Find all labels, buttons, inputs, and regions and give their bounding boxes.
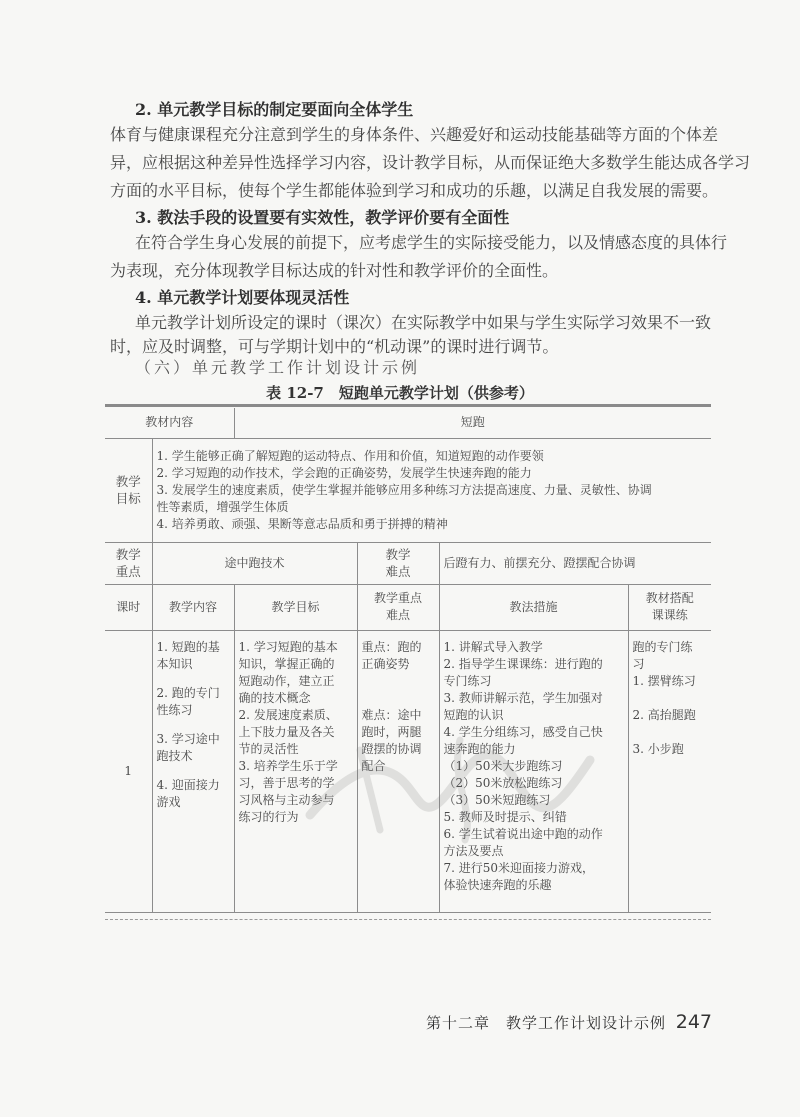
content-line: 2. 跑的专门 (156, 685, 220, 700)
header-drills-cell (628, 584, 711, 630)
header-drills: 教材搭配课课练 (645, 591, 694, 622)
section-2-heading: 2. 单元教学目标的制定要面向全体学生 (135, 100, 414, 119)
goal-item: 1. 学生能够正确了解短跑的运动特点、作用和价值，知道短跑的动作要领 (156, 448, 544, 463)
goal-line: 1. 学习短跑的基本 (238, 639, 338, 654)
section-3-line-2: 为表现，充分体现教学目标达成的针对性和教学评价的全面性。 (110, 261, 559, 280)
goal-item: 4. 培养勇敢、顽强、果断等意志品质和勇于拼搏的精神 (156, 516, 448, 531)
table-top-rule (105, 404, 711, 407)
method-line: 4. 学生分组练习，感受自己快 (443, 724, 603, 739)
methods-cell (439, 630, 628, 912)
unit-plan-table (105, 408, 711, 913)
header-keypoints: 教学重点难点 (374, 591, 423, 622)
content-line: 跑技术 (156, 748, 193, 763)
method-line: （3）50米短跑练习 (443, 792, 551, 807)
section-4-line-1: 单元教学计划所设定的课时（课次）在实际教学中如果与学生实际学习效果不一致 (135, 313, 712, 332)
page-footer (426, 1011, 712, 1033)
key-value: 途中跑技术 (224, 555, 285, 570)
goal-line: 上下肢力量及各关 (238, 724, 335, 739)
method-line: 方法及要点 (443, 843, 504, 858)
difficulty-line: 蹬摆的协调 (361, 741, 422, 756)
header-content: 教学内容 (152, 584, 234, 630)
section-4-heading: 4. 单元教学计划要体现灵活性 (135, 288, 350, 307)
content-value: 短跑 (460, 415, 485, 430)
keypoint-cell (357, 630, 439, 912)
goal-line: 知识，掌握正确的 (238, 656, 335, 671)
key-label: 教学重点 (115, 547, 141, 579)
content-label: 教材内容 (145, 415, 194, 430)
key-label-cell (105, 542, 152, 584)
diff-label-cell (357, 542, 439, 584)
drill-item: 3. 小步跑 (632, 741, 684, 756)
goal-line: 练习的行为 (238, 809, 299, 824)
section-2-line-1: 体育与健康课程充分注意到学生的身体条件、兴趣爱好和运动技能基础等方面的个体差 (110, 125, 719, 144)
drills-intro-line: 习 (632, 656, 645, 671)
goal-item: 3. 发展学生的速度素质，使学生掌握并能够应用多种练习方法提高速度、力量、灵敏性、协调 (156, 482, 652, 497)
goal-item: 2. 学习短跑的动作技术，学会跑的正确姿势，发展学生快速奔跑的能力 (156, 465, 532, 480)
method-line: 1. 讲解式导入教学 (443, 639, 543, 654)
subsection-heading: （六）单元教学工作计划设计示例 (135, 358, 421, 377)
table-caption: 表 12-7 短跑单元教学计划（供参考） (266, 384, 534, 402)
content-line: 性练习 (156, 702, 193, 717)
content-value-cell (234, 408, 711, 438)
method-line: （2）50米放松跑练习 (443, 775, 563, 790)
goal-line: 短跑动作，建立正 (238, 673, 335, 688)
table-bottom-rule (105, 919, 711, 920)
method-line: 2. 指导学生课课练：进行跑的 (443, 656, 603, 671)
diff-value: 后蹬有力、前摆充分、蹬摆配合协调 (443, 555, 636, 570)
goal-line: 3. 培养学生乐于学 (238, 758, 338, 773)
goals-label-cell (105, 438, 152, 542)
content-line: 1. 短跑的基 (156, 639, 220, 654)
drill-item: 2. 高抬腿跑 (632, 707, 696, 722)
chapter-title: 第十二章 教学工作计划设计示例 (425, 1014, 666, 1032)
content-line: 3. 学习途中 (156, 731, 220, 746)
header-period: 课时 (105, 584, 152, 630)
goal-line: 节的灵活性 (238, 741, 299, 756)
content-item (157, 685, 230, 719)
page-number: 247 (675, 1011, 712, 1033)
diff-value-cell (439, 542, 711, 584)
content-cell (152, 630, 234, 912)
drill-item: 1. 摆臂练习 (632, 673, 696, 688)
content-item (157, 777, 230, 811)
content-item (157, 731, 230, 765)
goal-line: 确的技术概念 (238, 690, 311, 705)
difficulty-line: 跑时，两腿 (361, 724, 422, 739)
section-3-line-1: 在符合学生身心发展的前提下，应考虑学生的实际接受能力，以及情感态度的具体行 (135, 233, 728, 252)
goal-line: 2. 发展速度素质、 (238, 707, 338, 722)
content-label-cell (105, 408, 234, 438)
goal-line: 习，善于思考的学 (238, 775, 335, 790)
goal-cell (234, 630, 357, 912)
goals-label: 教学目标 (115, 474, 141, 506)
header-keypoints-cell (357, 584, 439, 630)
section-2-line-2: 异，应根据这种差异性选择学习内容，设计教学目标，从而保证绝大多数学生能达成各学习 (110, 153, 751, 172)
goals-cell (152, 438, 711, 542)
drills-cell (628, 630, 711, 912)
section-2-line-3: 方面的水平目标，使每个学生都能体验到学习和成功的乐趣，以满足自我发展的需要。 (110, 181, 719, 200)
goal-item: 性等素质，增强学生体质 (156, 499, 289, 514)
content-line: 4. 迎面接力 (156, 777, 220, 792)
header-methods: 教法措施 (439, 584, 628, 630)
section-4-line-2: 时，应及时调整，可与学期计划中的“机动课”的课时进行调节。 (110, 337, 559, 356)
header-goal: 教学目标 (234, 584, 357, 630)
method-line: 6. 学生试着说出途中跑的动作 (443, 826, 603, 841)
method-line: （1）50米大步跑练习 (443, 758, 563, 773)
keypoint-line: 正确姿势 (361, 656, 410, 671)
goal-line: 习风格与主动参与 (238, 792, 335, 807)
method-line: 短跑的认识 (443, 707, 504, 722)
content-line: 本知识 (156, 656, 193, 671)
method-line: 3. 教师讲解示范，学生加强对 (443, 690, 603, 705)
method-line: 5. 教师及时提示、纠错 (443, 809, 567, 824)
keypoint-line: 重点：跑的 (361, 639, 422, 654)
diff-label: 教学难点 (385, 547, 411, 579)
difficulty-line: 配合 (361, 758, 386, 773)
key-value-cell (152, 542, 357, 584)
method-line: 体验快速奔跑的乐趣 (443, 877, 552, 892)
content-line: 游戏 (156, 794, 181, 809)
section-3-heading: 3. 教法手段的设置要有实效性，教学评价要有全面性 (135, 208, 510, 227)
period-cell: 1 (105, 630, 152, 912)
method-line: 7. 进行50米迎面接力游戏， (443, 860, 595, 875)
method-line: 速奔跑的能力 (443, 741, 516, 756)
drills-intro-line: 跑的专门练 (632, 639, 693, 654)
method-line: 专门练习 (443, 673, 492, 688)
content-item (157, 639, 230, 673)
difficulty-line: 难点：途中 (361, 707, 422, 722)
